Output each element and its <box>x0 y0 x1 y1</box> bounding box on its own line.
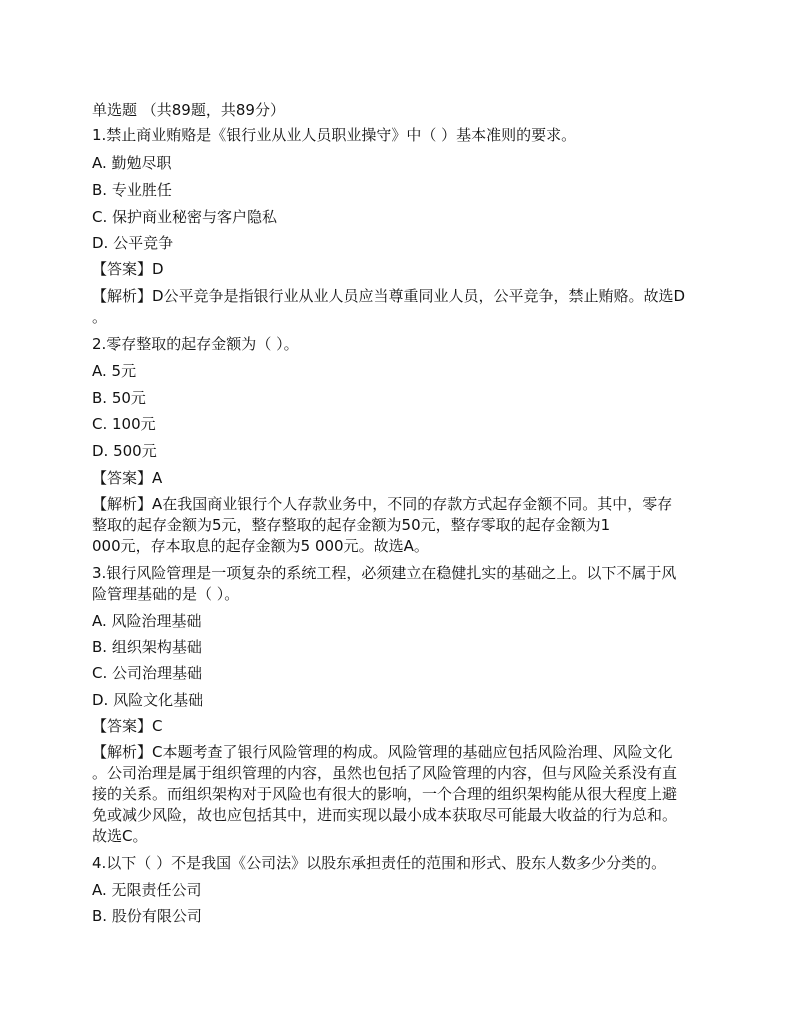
question-2-option-a: A. 5元 <box>92 362 137 380</box>
question-1-option-a: A. 勤勉尽职 <box>92 154 172 172</box>
question-3-stem-line-1: 3.银行风险管理是一项复杂的系统工程，必须建立在稳健扎实的基础之上。以下不属于风 <box>92 564 677 582</box>
question-2-answer: 【答案】A <box>92 469 163 487</box>
question-1-stem: 1.禁止商业贿赂是《银行业从业人员职业操守》中（ ）基本准则的要求。 <box>92 126 577 144</box>
question-3-analysis-line-2: 。公司治理是属于组织管理的内容，虽然也包括了风险管理的内容，但与风险关系没有直 <box>92 764 678 782</box>
question-2-option-d: D. 500元 <box>92 442 157 460</box>
question-3-analysis-line-5: 故选C。 <box>92 827 148 845</box>
question-3-option-b: B. 组织架构基础 <box>92 638 202 656</box>
question-1-option-d: D. 公平竞争 <box>92 234 174 252</box>
question-1-analysis-line-2: 。 <box>92 308 108 326</box>
question-3-analysis-line-1: 【解析】C本题考查了银行风险管理的构成。风险管理的基础应包括风险治理、风险文化 <box>92 743 673 761</box>
question-2-stem: 2.零存整取的起存金额为（ ）。 <box>92 335 299 353</box>
question-2-analysis-line-2: 整取的起存金额为5元，整存整取的起存金额为50元，整存零取的起存金额为1 <box>92 516 611 534</box>
question-3-option-a: A. 风险治理基础 <box>92 612 202 630</box>
question-2-option-c: C. 100元 <box>92 415 156 433</box>
question-3-option-c: C. 公司治理基础 <box>92 664 203 682</box>
question-4-stem: 4.以下（ ）不是我国《公司法》以股东承担责任的范围和形式、股东人数多少分类的。 <box>92 854 667 872</box>
question-1-answer: 【答案】D <box>92 260 164 278</box>
question-4-option-b: B. 股份有限公司 <box>92 907 202 925</box>
question-1-option-c: C. 保护商业秘密与客户隐私 <box>92 208 278 226</box>
question-3-answer: 【答案】C <box>92 717 163 735</box>
question-3-analysis-line-4: 免或减少风险，故也应包括其中，进而实现以最小成本获取尽可能最大收益的行为总和。 <box>92 806 678 824</box>
question-2-option-b: B. 50元 <box>92 389 146 407</box>
question-4-option-a: A. 无限责任公司 <box>92 881 202 899</box>
question-3-option-d: D. 风险文化基础 <box>92 691 204 709</box>
question-2-analysis-line-3: 000元，存本取息的起存金额为5 000元。故选A。 <box>92 537 429 555</box>
section-title: 单选题 （共89题，共89分） <box>92 101 285 119</box>
question-3-stem-line-2: 险管理基础的是（ ）。 <box>92 585 240 603</box>
question-1-option-b: B. 专业胜任 <box>92 181 172 199</box>
question-3-analysis-line-3: 接的关系。而组织架构对于风险也有很大的影响，一个合理的组织架构能从很大程度上避 <box>92 785 678 803</box>
question-1-analysis-line-1: 【解析】D公平竞争是指银行业从业人员应当尊重同业人员，公平竞争，禁止贿赂。故选D <box>92 287 686 305</box>
question-2-analysis-line-1: 【解析】A在我国商业银行个人存款业务中，不同的存款方式起存金额不同。其中，零存 <box>92 495 673 513</box>
